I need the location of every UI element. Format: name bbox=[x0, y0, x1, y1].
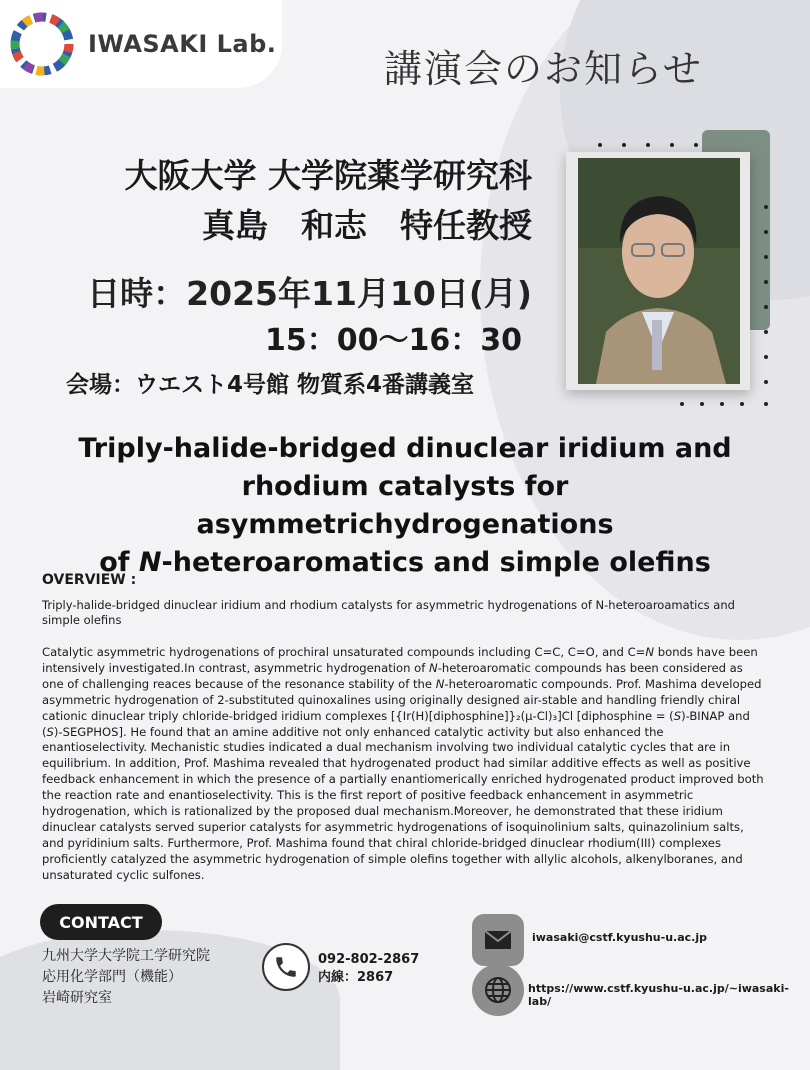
event-venue: 会場：ウエスト4号館 物質系4番講義室 bbox=[66, 372, 475, 398]
lab-logo-icon bbox=[6, 8, 78, 80]
talk-title bbox=[30, 430, 780, 582]
address-line: 岩崎研究室 bbox=[42, 990, 112, 1006]
talk-title-line: of N-heteroaromatics and simple olefins bbox=[99, 547, 711, 578]
phone-number[interactable]: 092-802-2867 bbox=[318, 952, 420, 967]
address-line: 応用化学部門（機能） bbox=[42, 969, 182, 985]
phone-icon bbox=[262, 943, 310, 991]
event-date: 日時：2025年11月10日(月) bbox=[87, 274, 532, 313]
phone-extension: 内線：2867 bbox=[318, 970, 394, 985]
portrait-image bbox=[566, 152, 750, 390]
contact-label: CONTACT bbox=[40, 904, 162, 940]
overview-body: Catalytic asymmetric hydrogenations of prochiral unsaturated compounds including C=C, C=O, and C=N bonds have been intensively investigated.In contrast, asymmetric hydrogenation of N-heteroaromatic compounds has been considered as one of challenging reaces because of the resonance stability of the N-heteroaromatic compounds. Prof. Mashima developed asymmetric hydrogenation of 2-substituted quinoxalines using originally designed air-stable and handling friendly chiral cationic dinuclear triply chloride-bridged iridium complexes [{Ir(H)[diphosphine]}₂(μ-Cl)₃]Cl [diphosphine = (S)-BINAP and (S)-SEGPHOS]. He found that an amine additive not only enhanced catalytic activity but also enhanced the enantioselectivity. Mechanistic studies indicated a dual mechanism involving two individual catalytic cycles that are in equilibrium. In addition, Prof. Mashima revealed that hydrogenated product had similar additive effects as well as positive feedback enhancement in which the presence of a partially enantiomerically enriched hydrogenated product improved both the reaction rate and enantioselectivity. This is the first report of positive feedback enhancement in asymmetric hydrogenation, which is rationalized by the proposed dual mechanism.Moreover, he demonstrated that these iridium dinuclear catalysts served superior catalysts for asymmetric hydrogenations of isoquinolinium salts, quinazolinium salts, and pyridinium salts. Furthermore, Prof. Mashima found that chiral chloride-bridged dinuclear rhodium(III) complexes proficiently catalyzed the asymmetric hydrogenation of simple olefins together with allylic alcohols, alkenylboranes, and unsaturated cyclic sulfones. bbox=[42, 645, 764, 882]
contact-address bbox=[42, 946, 210, 1009]
event-time: 15：00～16：30 bbox=[265, 323, 522, 358]
globe-icon bbox=[472, 964, 524, 1016]
address-line: 九州大学大学院工学研究院 bbox=[42, 948, 210, 964]
lab-name: IWASAKI Lab. bbox=[88, 30, 277, 58]
overview-heading: OVERVIEW : bbox=[42, 572, 137, 588]
contact-phone bbox=[318, 951, 419, 987]
speaker-photo bbox=[566, 152, 750, 390]
overview-subtitle: Triply-halide-bridged dinuclear iridium and rhodium catalysts for asymmetric hydrogenations of N-heteroaroamatics and simple olefins bbox=[42, 598, 735, 627]
talk-title-line: rhodium catalysts for asymmetrichydrogenations bbox=[196, 471, 614, 540]
contact-email[interactable]: iwasaki@cstf.kyushu-u.ac.jp bbox=[532, 931, 707, 944]
talk-title-line: Triply-halide-bridged dinuclear iridium and bbox=[78, 433, 732, 464]
speaker-name: 真島 和志 特任教授 bbox=[202, 206, 532, 245]
contact-url[interactable]: https://www.cstf.kyushu-u.ac.jp/~iwasaki-lab/ bbox=[528, 982, 789, 1008]
mail-icon bbox=[472, 914, 524, 966]
speaker-affiliation: 大阪大学 大学院薬学研究科 bbox=[124, 156, 532, 195]
notice-heading: 講演会のお知らせ bbox=[384, 47, 703, 91]
lab-logo bbox=[0, 0, 282, 88]
